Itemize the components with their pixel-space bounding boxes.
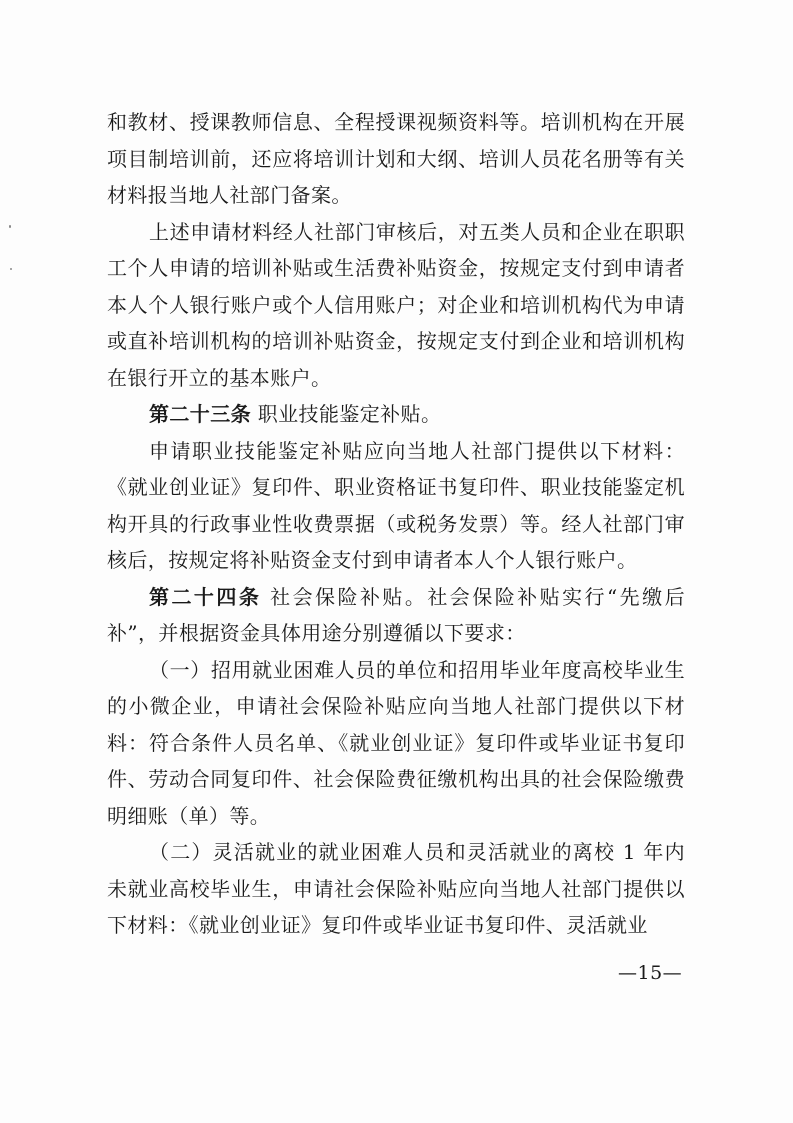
article-text: 社会保险补贴。社会保险补贴实行“先缴后补”，并根据资金具体用途分别遵循以下要求：	[107, 584, 685, 645]
scan-speck	[9, 225, 11, 228]
article-23-heading	[107, 396, 685, 433]
article-number: 第二十四条	[149, 584, 262, 609]
article-24-heading	[107, 579, 685, 652]
paragraph-training-materials	[107, 104, 685, 214]
article-title: 职业技能鉴定补贴。	[251, 402, 442, 426]
paragraph-item-one	[107, 652, 685, 835]
page-number: —15—	[618, 962, 683, 984]
paragraph-text: （二）灵活就业的就业困难人员和灵活就业的离校 1 年内未就业高校毕业生，申请社会保险补贴应向当地人社部门提供以下材料：《就业创业证》复印件或毕业证书复印件、灵活就业	[107, 840, 685, 937]
paragraph-text: 申请职业技能鉴定补贴应向当地人社部门提供以下材料：《就业创业证》复印件、职业资格证书复印件、职业技能鉴定机构开具的行政事业性收费票据（或税务发票）等。经人社部门审核后，按规定将补贴资金支付到申请者本人个人银行账户。	[107, 438, 685, 572]
article-number: 第二十三条	[149, 402, 251, 426]
scan-speck	[10, 268, 12, 270]
paragraph-review-payment	[107, 214, 685, 397]
paragraph-text: 和教材、授课教师信息、全程授课视频资料等。培训机构在开展项目制培训前，还应将培训计划和大纲、培训人员花名册等有关材料报当地人社部门备案。	[107, 110, 685, 207]
paragraph-text: （一）招用就业困难人员的单位和招用毕业年度高校毕业生的小微企业，申请社会保险补贴应向当地人社部门提供以下材料：符合条件人员名单、《就业创业证》复印件或毕业证书复印件、劳动合同复印件、社会保险费征缴机构出具的社会保险缴费明细账（单）等。	[107, 657, 685, 828]
paragraph-text: 上述申请材料经人社部门审核后，对五类人员和企业在职职工个人申请的培训补贴或生活费补贴资金，按规定支付到申请者本人个人银行账户或个人信用账户；对企业和培训机构代为申请或直补培训机构的培训补贴资金，按规定支付到企业和培训机构在银行开立的基本账户。	[107, 219, 685, 390]
body-text	[107, 104, 685, 944]
paragraph-item-two	[107, 834, 685, 944]
paragraph-skill-appraisal	[107, 433, 685, 579]
